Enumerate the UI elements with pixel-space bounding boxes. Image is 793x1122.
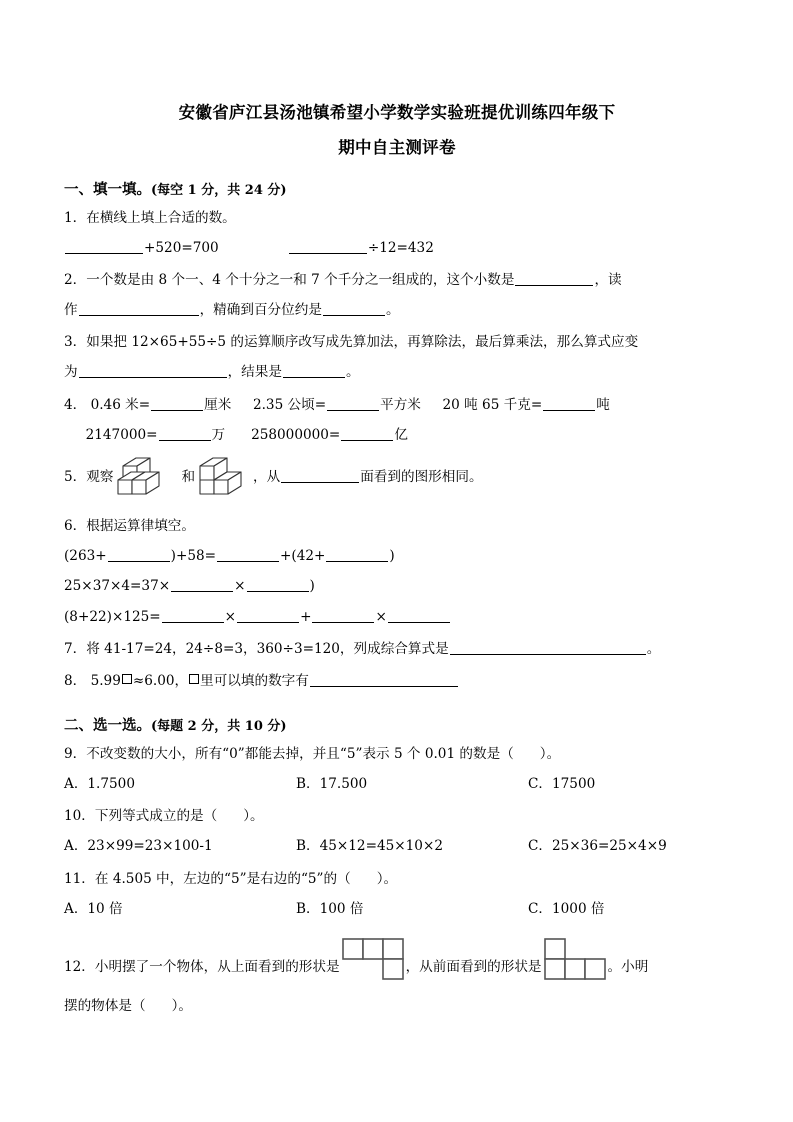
question-12-number: 12． — [64, 958, 95, 975]
question-2-text-5: 。 — [385, 302, 400, 319]
question-3-text-2: 为 — [64, 364, 78, 381]
question-2-number: 2． — [64, 271, 87, 288]
answer-blank[interactable] — [450, 640, 646, 655]
question-4-item-5-lead: 258000000= — [251, 426, 341, 443]
page-content — [64, 0, 730, 1021]
section-1-points: (每空 1 分，共 24 分) — [151, 182, 287, 198]
question-9-text-2: ）。 — [539, 745, 561, 762]
question-6-l3-b: × — [224, 608, 237, 625]
answer-blank[interactable] — [312, 608, 374, 623]
answer-blank[interactable] — [327, 396, 379, 411]
question-1 — [64, 203, 730, 263]
question-3-text-3: ，结果是 — [227, 364, 282, 381]
question-6-stem — [64, 511, 730, 541]
question-5-number: 5． — [64, 468, 87, 485]
question-6-l2-a: 25×37×4=37× — [64, 578, 171, 595]
section-1-label: 一、填一填。 — [64, 180, 151, 198]
answer-blank[interactable] — [515, 271, 593, 286]
option-a[interactable]: A．23×99=23×100-1 — [64, 838, 213, 855]
section-header-multiple-choice — [64, 715, 730, 737]
front-view-grid-icon — [544, 938, 606, 991]
question-5 — [64, 452, 730, 509]
question-10-text-1: 下列等式成立的是（ — [94, 808, 218, 825]
answer-blank[interactable] — [326, 548, 388, 563]
question-2-text-3: 作 — [64, 302, 78, 319]
question-11-options — [64, 894, 730, 924]
option-b[interactable]: B．45×12=45×10×2 — [296, 838, 443, 855]
option-a[interactable]: A．10 倍 — [64, 900, 123, 917]
question-4-line-1 — [64, 390, 730, 420]
question-11-text-2: ）。 — [376, 870, 398, 887]
question-3 — [64, 327, 730, 387]
question-4-item-4-tail: 万 — [211, 426, 226, 443]
answer-blank[interactable] — [543, 396, 595, 411]
question-5-text-4: 面看到的图形相同。 — [360, 468, 483, 485]
question-4-line-2 — [64, 420, 730, 450]
question-12-text-1: 小明摆了一个物体，从上面看到的形状是 — [94, 958, 340, 975]
question-6-l1-b: )+58= — [170, 548, 217, 565]
question-9 — [64, 739, 730, 769]
question-3-line-1 — [64, 327, 730, 357]
question-12-text-5: ）。 — [171, 998, 192, 1015]
question-5-text-2: 和 — [181, 468, 196, 485]
question-4-item-5-tail: 亿 — [394, 426, 408, 443]
answer-blank[interactable] — [310, 672, 458, 687]
question-4-item-2-lead: 2.35 公顷= — [252, 396, 327, 413]
question-7-number: 7． — [64, 640, 87, 657]
question-4-item-3-tail: 吨 — [596, 396, 610, 413]
question-8 — [64, 666, 730, 696]
answer-blank[interactable] — [237, 608, 299, 623]
question-6-l1-a: (263+ — [64, 548, 107, 565]
question-10-stem — [64, 801, 730, 831]
question-9-number: 9． — [64, 745, 87, 762]
question-6-l3-d: × — [375, 608, 387, 625]
question-3-line-2 — [64, 357, 730, 387]
question-10 — [64, 801, 730, 831]
question-6-l1-d: ) — [389, 548, 395, 565]
question-6-line-3 — [64, 602, 730, 632]
option-b[interactable]: B．100 倍 — [296, 900, 364, 917]
question-8-number: 8． — [64, 673, 87, 689]
square-placeholder-icon — [122, 674, 132, 684]
answer-blank[interactable] — [79, 364, 227, 379]
question-9-stem — [64, 739, 730, 769]
question-4 — [64, 390, 730, 450]
question-4-item-4-lead: 2147000= — [85, 426, 158, 443]
answer-blank[interactable] — [79, 302, 199, 317]
question-7-text-1: 将 41-17=24，24÷8=3，360÷3=120，列成综合算式是 — [86, 640, 449, 657]
question-6-line-1 — [64, 541, 730, 571]
question-5-text-3: ，从 — [253, 468, 281, 485]
question-11-stem — [64, 864, 730, 894]
question-6 — [64, 511, 730, 632]
question-6-l1-c: +(42+ — [280, 548, 326, 565]
question-4-item-3-lead: 20 吨 65 千克= — [442, 396, 543, 413]
question-1-stem — [64, 203, 730, 233]
question-2-text-4: ，精确到百分位约是 — [199, 302, 322, 319]
answer-blank[interactable] — [151, 396, 203, 411]
option-c[interactable]: C．17500 — [528, 776, 596, 793]
question-3-number: 3． — [64, 334, 87, 351]
question-12 — [64, 938, 730, 1021]
question-4-item-1-tail: 厘米 — [204, 396, 232, 413]
question-8-text-1: 5.99 — [90, 673, 121, 689]
question-9-options — [64, 769, 730, 799]
question-6-l3-c: + — [300, 608, 312, 625]
answer-blank[interactable] — [171, 578, 233, 593]
question-5-text-1: 观察 — [86, 468, 114, 485]
question-4-item-2-tail: 平方米 — [380, 396, 421, 413]
square-placeholder-icon — [189, 674, 199, 684]
question-2-line-1 — [64, 265, 730, 295]
question-12-line-2 — [64, 991, 730, 1021]
question-6-l3-a: (8+22)×125= — [64, 608, 161, 625]
question-8-text-2: ≈6.00， — [132, 673, 189, 689]
top-view-grid-icon — [342, 938, 404, 991]
question-3-text-1: 如果把 12×65+55÷5 的运算顺序改写成先算加法，再算除法，最后算乘法，那么算式应变 — [86, 334, 639, 351]
question-6-text: 根据运算律填空。 — [86, 518, 195, 535]
question-11-number: 11． — [64, 870, 95, 887]
answer-blank[interactable] — [281, 468, 359, 483]
option-c[interactable]: C．1000 倍 — [528, 900, 605, 917]
option-b[interactable]: B．17.500 — [296, 776, 368, 793]
question-10-options — [64, 831, 730, 861]
page-title-line-1: 安徽省庐江县汤池镇希望小学数学实验班提优训练四年级下 — [178, 103, 616, 122]
question-5-line — [64, 452, 730, 509]
answer-blank[interactable] — [247, 578, 309, 593]
question-1-expr-1: +520=700 — [144, 239, 219, 256]
answer-blank[interactable] — [388, 608, 450, 623]
question-2-text-2: ，读 — [594, 271, 622, 288]
answer-blank[interactable] — [341, 426, 393, 441]
question-10-number: 10． — [64, 808, 95, 825]
answer-blank[interactable] — [283, 364, 345, 379]
question-3-text-4: 。 — [345, 364, 360, 381]
page-title-line-2: 期中自主测评卷 — [338, 137, 456, 157]
question-8-text-3: 里可以填的数字有 — [200, 673, 309, 689]
question-12-text-4: 摆的物体是（ — [64, 998, 146, 1015]
section-2-label: 二、选一选。 — [64, 717, 151, 735]
question-9-text-1: 不改变数的大小，所有“0”都能去掉，并且“5”表示 5 个 0.01 的数是（ — [86, 745, 514, 762]
question-6-number: 6． — [64, 518, 87, 535]
question-4-item-1-lead: 0.46 米= — [90, 396, 151, 413]
three-cube-corner-solid-icon — [196, 452, 252, 509]
section-2-points: (每题 2 分，共 10 分) — [151, 719, 287, 735]
question-7-text-2: 。 — [646, 640, 661, 657]
question-1-number: 1． — [64, 209, 87, 226]
answer-blank[interactable] — [159, 426, 211, 441]
question-11 — [64, 864, 730, 894]
option-a[interactable]: A．1.7500 — [64, 776, 135, 793]
question-2-text-1: 一个数是由 8 个一、4 个十分之一和 7 个千分之一组成的，这个小数是 — [86, 271, 515, 288]
answer-blank[interactable] — [65, 239, 143, 254]
section-header-fill-in-blank — [64, 179, 730, 201]
question-12-text-2: ，从前面看到的形状是 — [405, 958, 542, 975]
question-7-line — [64, 634, 730, 664]
option-c[interactable]: C．25×36=25×4×9 — [528, 838, 667, 855]
question-1-text: 在横线上填上合适的数。 — [86, 209, 236, 226]
question-7 — [64, 634, 730, 664]
question-1-expressions — [64, 233, 730, 263]
question-4-number: 4． — [64, 396, 87, 413]
question-12-text-3: 。小明 — [607, 958, 649, 975]
question-6-line-2 — [64, 571, 730, 601]
answer-blank[interactable] — [162, 608, 224, 623]
question-10-text-2: ）。 — [243, 808, 264, 825]
question-11-text-1: 在 4.505 中，左边的“5”是右边的“5”的（ — [94, 870, 351, 887]
question-6-l2-c: ) — [309, 578, 315, 595]
answer-blank[interactable] — [108, 548, 170, 563]
question-12-line-1 — [64, 938, 730, 991]
answer-blank[interactable] — [289, 239, 367, 254]
answer-blank[interactable] — [323, 302, 385, 317]
answer-blank[interactable] — [217, 548, 279, 563]
question-6-l2-b: × — [234, 578, 246, 595]
question-2 — [64, 265, 730, 325]
question-2-line-2 — [64, 295, 730, 325]
question-1-expr-2: ÷12=432 — [367, 239, 434, 256]
question-8-line — [64, 666, 730, 696]
three-cube-L-solid-icon — [114, 452, 180, 509]
